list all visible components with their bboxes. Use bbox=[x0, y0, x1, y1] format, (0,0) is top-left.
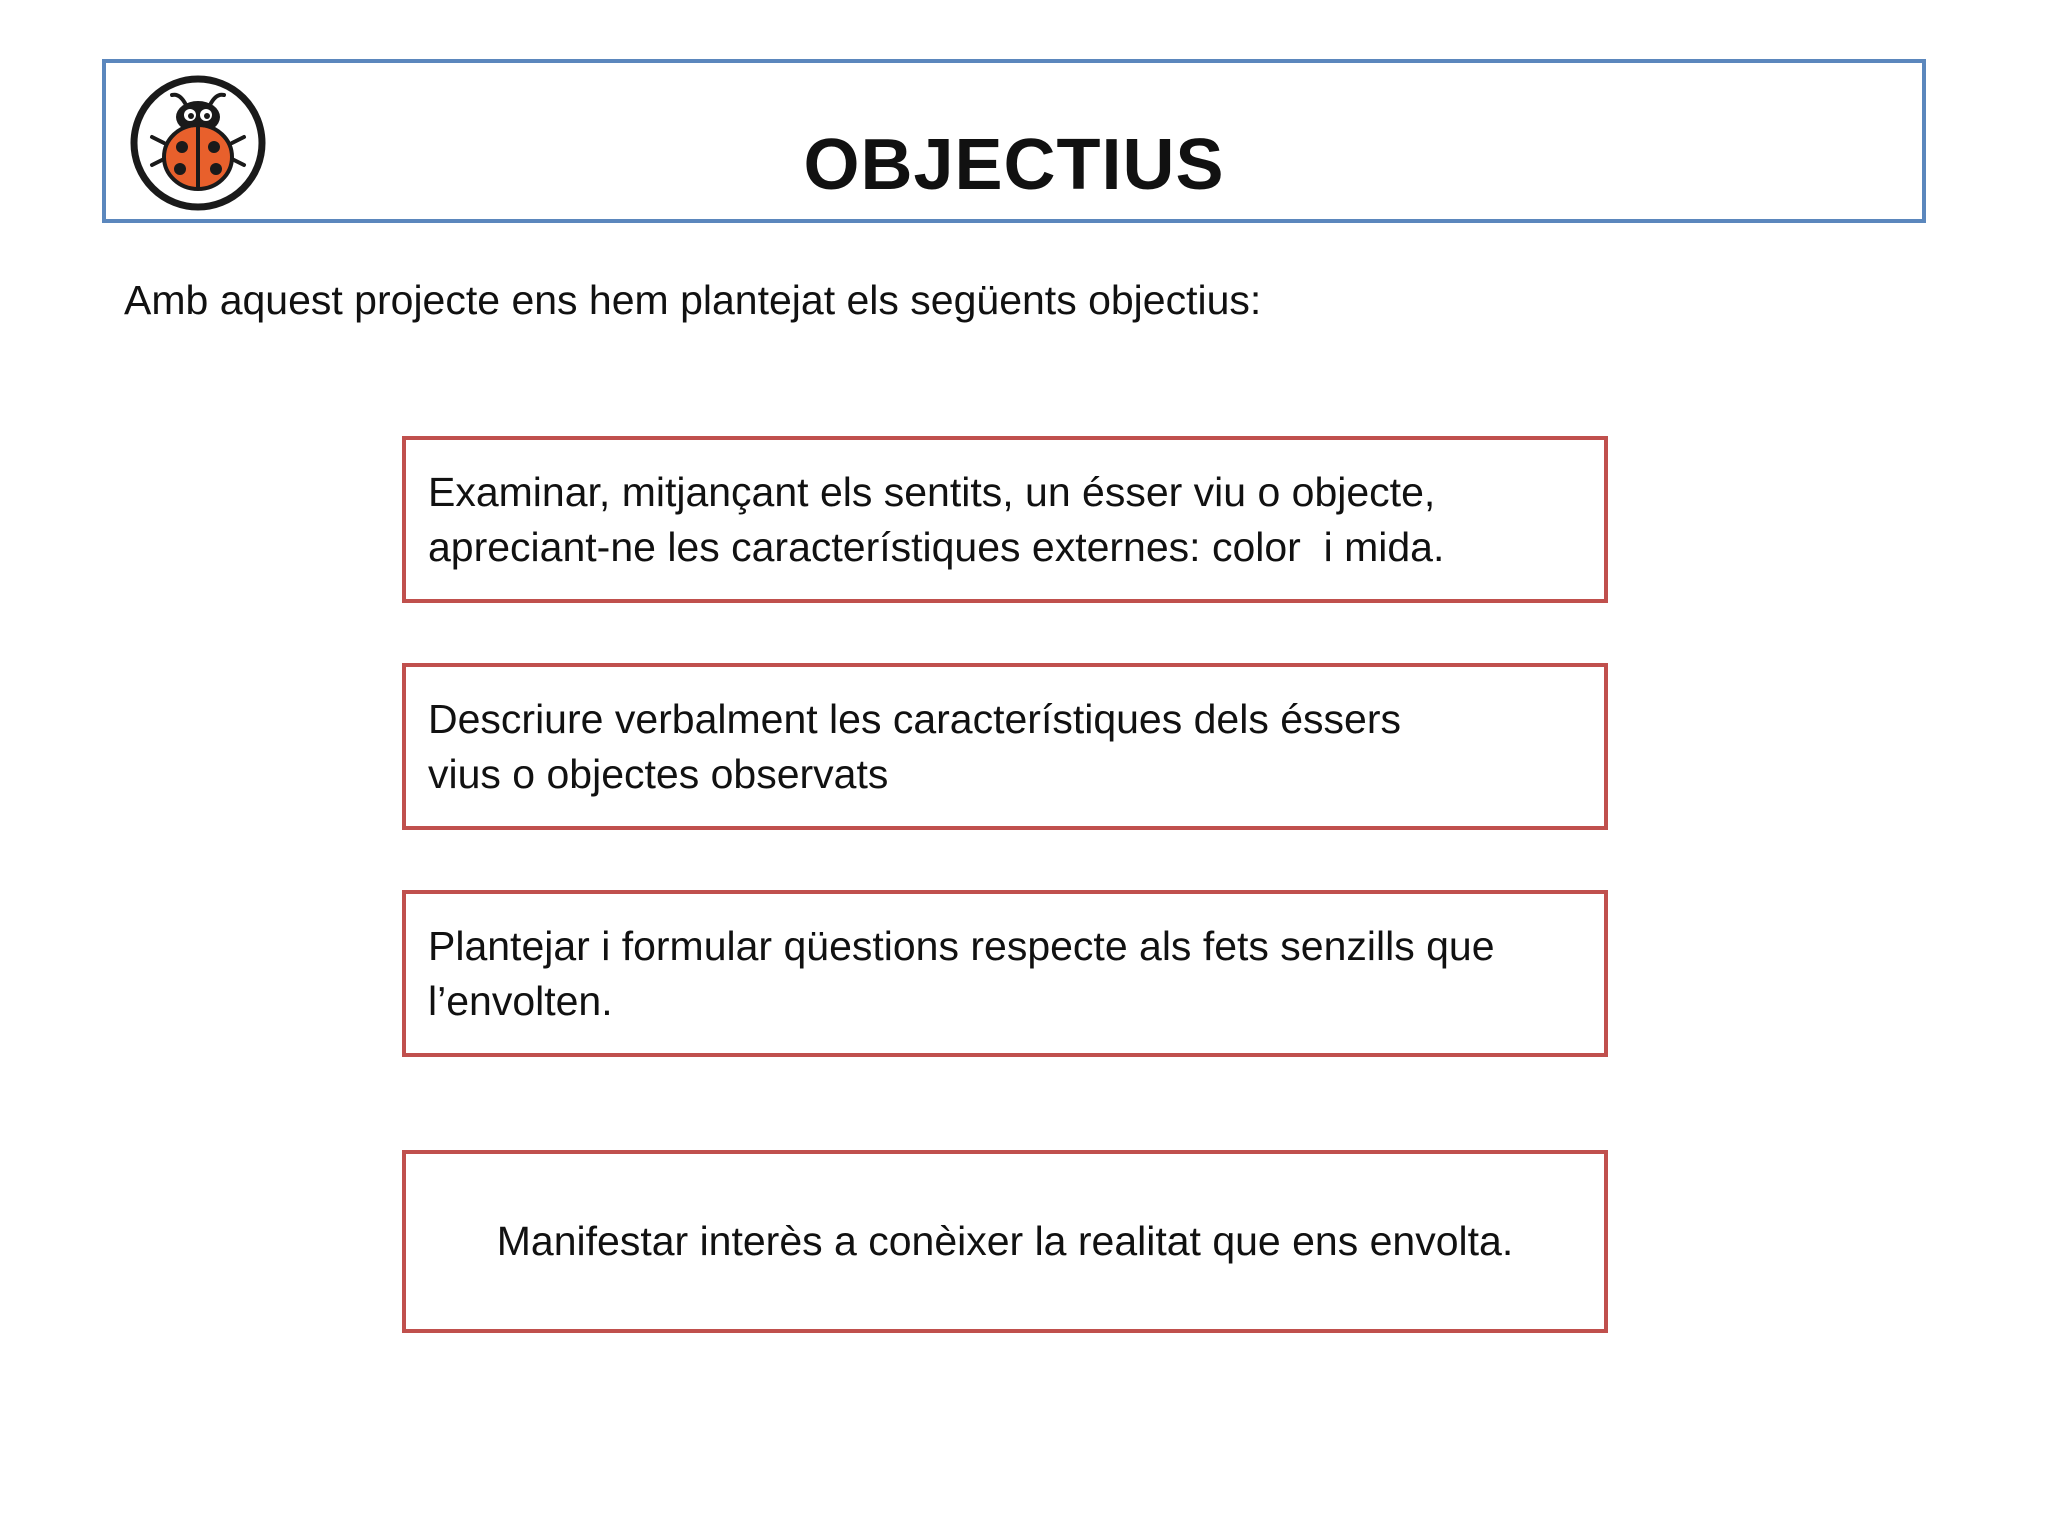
objective-1-line-2: apreciant-ne les característiques externes: color i mida. bbox=[428, 523, 1445, 570]
objective-box-1 bbox=[402, 436, 1608, 603]
objective-box-4 bbox=[402, 1150, 1608, 1333]
objective-box-3 bbox=[402, 890, 1608, 1057]
page-title: OBJECTIUS bbox=[803, 125, 1225, 205]
objective-3-line-1: Plantejar i formular qüestions respecte als fets senzills que bbox=[428, 922, 1495, 969]
objective-1-line-1: Examinar, mitjançant els sentits, un ésser viu o objecte, bbox=[428, 468, 1436, 515]
header-box bbox=[102, 59, 1926, 223]
intro-text: Amb aquest projecte ens hem plantejat els següents objectius: bbox=[124, 277, 1262, 323]
objective-2-line-1: Descriure verbalment les característiques dels éssers bbox=[428, 695, 1401, 742]
objective-4-line-1: Manifestar interès a conèixer la realitat que ens envolta. bbox=[496, 1218, 1514, 1264]
objective-3-line-2: l’envolten. bbox=[428, 977, 613, 1024]
objective-2-line-2: vius o objectes observats bbox=[428, 750, 889, 797]
objective-box-2 bbox=[402, 663, 1608, 830]
